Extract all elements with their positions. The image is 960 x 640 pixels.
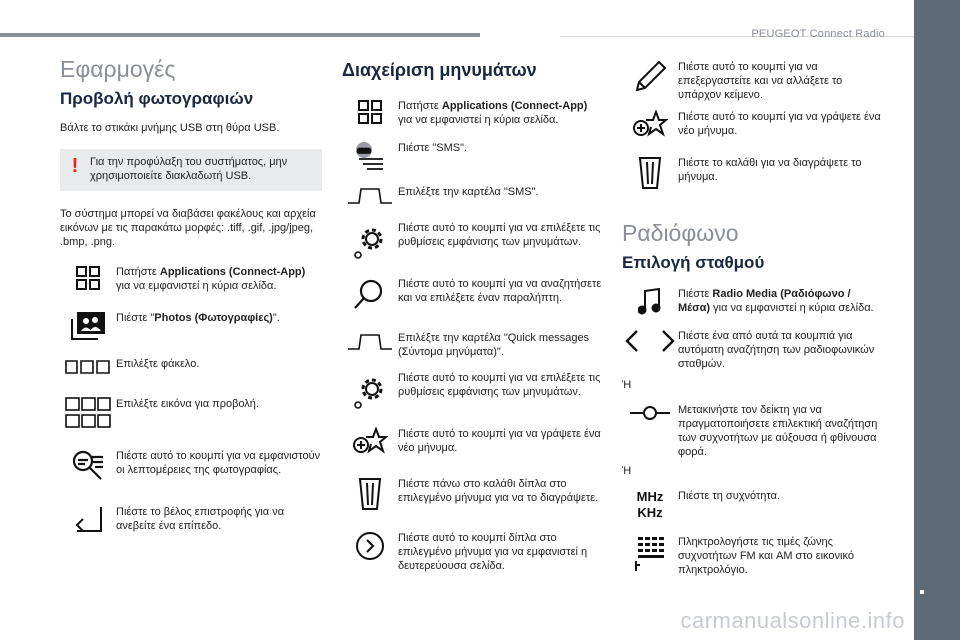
step-secondary-page [342,529,604,579]
step-text: Πιέστε αυτό το κουμπί για να αναζητήσετε και να επιλέξετε έναν παραλήπτη. [398,278,602,304]
back-arrow-icon[interactable] [60,503,116,533]
step-text: Μετακινήστε τον δείκτη για να πραγματοποιήσετε επιλεκτική αναζήτηση των συχνοτήτων με αύξουσα ή φθίνουσα φορά. [678,404,878,458]
folder-row-icon[interactable] [60,355,116,375]
step-text: Πιέστε το βέλος επιστροφής για να ανεβείτε ένα επίπεδο. [116,506,285,532]
tab-icon[interactable] [342,183,398,205]
section-title: Διαχείριση μηνυμάτων [342,60,537,80]
khz-label: KHz [637,505,663,520]
step-text: Πιέστε αυτό το κουμπί για να εμφανιστούν οι λεπτομέρειες της φωτογραφίας. [116,450,321,476]
step-text: Πιέστε αυτό το κουμπί δίπλα στο επιλεγμένο μήνυμα για να εμφανιστεί η δευτερεύουσα σελίδα. [398,532,588,572]
step-select-folder [60,355,322,395]
tab-icon[interactable] [342,329,398,351]
formats-text: Το σύστημα μπορεί να διαβάσει φακέλους και αρχεία εικόνων με τις παρακάτω μορφές: .tiff, .gif, .jpg/jpeg, .bmp, .png. [60,208,316,248]
image-grid-icon[interactable] [60,395,116,429]
step-text: Πιέστε πάνω στο καλάθι δίπλα στο επιλεγμένο μήνυμα για να το διαγράψετε. [398,478,599,504]
settings-icon[interactable] [342,219,398,261]
step-new-message [342,425,604,475]
step-sms-tab [342,183,604,219]
warning-icon: ! [71,155,79,177]
section-title: Επιλογή σταθμού [622,253,765,272]
step-delete-selected [342,475,604,529]
step-text: Πιέστε "Photos (Φωτογραφίες)". [116,312,280,324]
step-photos [60,309,322,355]
apps-grid-icon[interactable] [342,97,398,125]
step-text: Επιλέξτε εικόνα για προβολή. [116,398,259,410]
step-text: Πιέστε αυτό το κουμπί για να γράψετε ένα νέο μήνυμα. [678,111,881,137]
step-auto-search [622,327,884,377]
step-text: Πατήστε Applications (Connect-App) για να εμφανιστεί η κύρια σελίδα. [398,100,588,126]
step-text: Πιέστε αυτό το κουμπί για να επιλέξετε τις ρυθμίσεις εμφάνισης των μηνυμάτων. [398,222,601,248]
step-text: Πιέστε αυτό το κουμπί για να επιλέξετε τις ρυθμίσεις εμφάνισης των μηνυμάτων. [398,372,601,398]
settings-icon[interactable] [342,369,398,411]
column-photos [60,50,322,543]
step-applications [342,97,604,139]
step-text: Πληκτρολογήστε τις τιμές ζώνης συχνοτήτων FM και AM στο εικονικό πληκτρολόγιο. [678,536,854,576]
chapter-title: Ραδιόφωνο [622,220,739,246]
trash-icon[interactable] [342,475,398,511]
column-radio [622,50,884,583]
mhz-label: MHz [636,489,664,504]
step-text: Πιέστε αυτό το κουμπί για να γράψετε ένα νέο μήνυμα. [398,428,601,454]
step-quick-messages-tab [342,329,604,369]
warning-text: Για την προφύλαξη του συστήματος, μην χρησιμοποιείτε διακλαδωτή USB. [90,156,288,182]
step-delete-message [622,154,884,214]
step-text: Πιέστε τη συχνότητα. [678,490,781,502]
step-text: Πιέστε Radio Media (Ραδιόφωνο / Μέσα) για να εμφανιστεί η κύρια σελίδα. [678,288,874,314]
step-slider [622,401,884,463]
svg-text:SMS: SMS [357,149,371,155]
step-new-message [622,108,884,154]
new-message-icon[interactable] [622,108,678,138]
step-keypad [622,533,884,583]
frequency-icon[interactable] [622,487,678,521]
side-tab-marker [920,590,924,594]
keypad-icon[interactable] [622,533,678,575]
step-text: Πιέστε αυτό το κουμπί για να επεξεργαστείτε και να αλλάξετε το υπάρχον κείμενο. [678,61,843,101]
pencil-icon[interactable] [622,58,678,94]
details-icon[interactable] [60,447,116,481]
column-messages [342,50,604,579]
warning-box [60,149,322,191]
trash-icon[interactable] [622,154,678,190]
sms-icon[interactable] [342,139,398,171]
slider-icon[interactable] [622,401,678,423]
header-rule-dark [0,33,480,37]
apps-grid-icon[interactable] [60,263,116,291]
step-select-image [60,395,322,447]
step-display-settings-2 [342,369,604,425]
or-label: Ή [622,379,632,391]
step-applications [60,263,322,309]
music-note-icon[interactable] [622,285,678,315]
step-text: Επιλέξτε την καρτέλα "Quick messages (Σύντομα μηνύματα)". [398,332,590,358]
step-details [60,447,322,503]
step-text: Πατήστε Applications (Connect-App) για να εμφανιστεί η κύρια σελίδα. [116,266,306,292]
step-text: Πιέστε "SMS". [398,142,468,154]
step-sms [342,139,604,183]
step-frequency [622,487,884,533]
or-label: Ή [622,465,632,477]
step-search-recipient [342,275,604,329]
step-display-settings [342,219,604,275]
step-back [60,503,322,543]
step-text: Πιέστε ένα από αυτά τα κουμπιά για αυτόματη αναζήτηση των ραδιοφωνικών σταθμών. [678,330,875,370]
intro-text: Βάλτε το στικάκι μνήμης USB στη θύρα USB. [60,122,280,134]
step-radio-media [622,285,884,327]
new-message-icon[interactable] [342,425,398,455]
next-page-icon[interactable] [342,529,398,561]
photos-icon[interactable] [60,309,116,341]
page-header-title: PEUGEOT Connect Radio [751,28,885,40]
section-title: Προβολή φωτογραφιών [60,89,254,108]
step-text: Επιλέξτε την καρτέλα "SMS". [398,186,539,198]
step-text: Πιέστε το καλάθι για να διαγράψετε το μήνυμα. [678,157,862,183]
step-text: Επιλέξτε φάκελο. [116,358,200,370]
search-icon[interactable] [342,275,398,311]
prev-next-icon[interactable] [622,327,678,353]
side-tab-strip [914,0,960,640]
watermark: carmanualsonline.info [680,608,905,633]
chapter-title: Εφαρμογές [60,56,176,82]
step-edit-text [622,58,884,108]
